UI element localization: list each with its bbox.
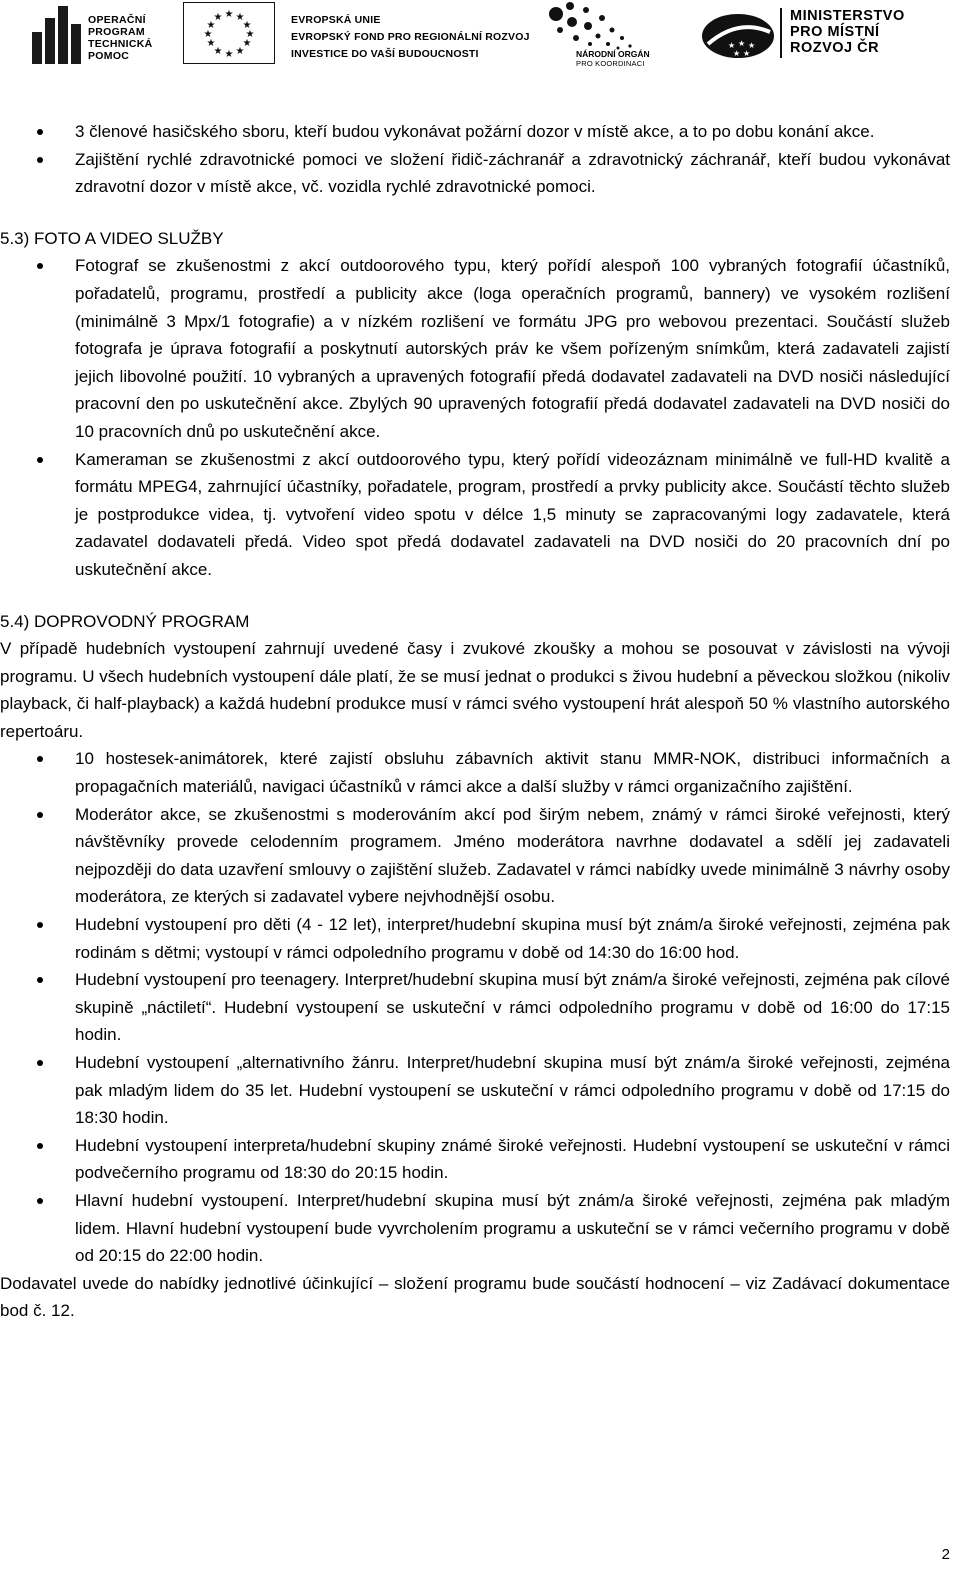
- nok-logo-text: NÁRODNÍ ORGÁN PRO KOORDINACI: [576, 49, 650, 68]
- optp-logo-text: OPERAČNÍ PROGRAM TECHNICKÁ POMOC: [88, 14, 153, 62]
- bullet-icon: [37, 756, 43, 762]
- svg-text:★: ★: [733, 49, 741, 58]
- svg-text:★: ★: [242, 38, 252, 49]
- svg-text:★: ★: [738, 39, 746, 48]
- svg-text:★: ★: [203, 29, 213, 40]
- bullet-icon: [37, 922, 43, 928]
- bullet-icon: [37, 129, 43, 135]
- bullet-icon: [37, 157, 43, 163]
- list-item: 10 hostesek-animátorek, které zajistí obsluhu zábavních aktivit stanu MMR-NOK, distribuci informačních a propagačních materiálů, navigaci účastníků v rámci akce a další služby v rámci organizačního zajištění.: [0, 745, 950, 800]
- mmr-logo: [700, 0, 940, 70]
- bullet-icon: [37, 457, 43, 463]
- page-number: 2: [941, 1546, 950, 1563]
- svg-text:★: ★: [748, 41, 756, 50]
- svg-text:★: ★: [235, 12, 245, 23]
- closing-paragraph: Dodavatel uvede do nabídky jednotlivé účinkující – složení programu bude součástí hodnocení – viz Zadávací dokumentace bod č. 12.: [0, 1273, 950, 1321]
- eu-logo-text: EVROPSKÁ UNIE EVROPSKÝ FOND PRO REGIONÁLNÍ ROZVOJ INVESTICE DO VAŠÍ BUDOUCNOSTI: [291, 14, 530, 60]
- list-item: Hudební vystoupení pro děti (4 - 12 let), interpret/hudební skupina musí být znám/a široké veřejnosti, zejména pak rodinám s dětmi; vystoupí v rámci odpoledního programu v době od 14:30 do 16:00 hod.: [0, 911, 950, 966]
- mmr-emblem-icon: [700, 10, 776, 62]
- list-item: Hudební vystoupení pro teenagery. Interpret/hudební skupina musí být znám/a široké veřejnosti, zejména pak cílové skupině „náctiletí“. Hudební vystoupení se uskuteční v rámci odpoledního programu v době od 16:00 do 17:15 hodin.: [0, 966, 950, 1049]
- mmr-divider: [780, 8, 782, 58]
- bullet-icon: [37, 1198, 43, 1204]
- nok-logo: [546, 0, 656, 70]
- section-heading-program: 5.4) DOPROVODNÝ PROGRAM: [0, 611, 250, 631]
- svg-text:★: ★: [245, 29, 255, 40]
- bullet-icon: [37, 812, 43, 818]
- list-item: Hudební vystoupení „alternativního žánru. Interpret/hudební skupina musí být znám/a široké veřejnosti, zejména pak mladým lidem do 35 let. Hudební vystoupení se uskuteční v rámci odpoledního programu v době od 17:15 do 18:30 hodin.: [0, 1049, 950, 1132]
- eu-flag-icon: [183, 2, 275, 64]
- svg-text:★: ★: [728, 41, 736, 50]
- optp-bars-icon: [32, 2, 84, 64]
- document-body: [0, 118, 950, 1325]
- list-item: Moderátor akce, se zkušenostmi s moderováním akcí pod širým nebem, známý v rámci široké veřejnosti, který návštěvníky provede celodenním programem. Jméno moderátora navrhne dodavatel a sdělí jej zadavateli nejpozději do data uzavření smlouvy o zajištění služeb. Zadavatel v rámci nabídky uvede minimálně 3 návrhy osoby moderátora, ze kterých si zadavatel vybere nejvhodnější osobu.: [0, 801, 950, 911]
- intro-bullet-list: [0, 118, 950, 201]
- svg-text:★: ★: [235, 46, 245, 57]
- optp-logo: [32, 0, 172, 70]
- bullet-icon: [37, 1143, 43, 1149]
- bullet-icon: [37, 977, 43, 983]
- svg-text:★: ★: [206, 38, 216, 49]
- list-item: Kameraman se zkušenostmi z akcí outdoorového typu, který pořídí videozáznam minimálně ve full-HD kvalitě a formátu MPEG4, zahrnující účastníky, pořadatele, program, prostředí a prvky publicity akce. Součástí těchto služeb je postprodukce videa, tj. vytvoření video spotu v délce 1,5 minuty se zapracovanými logy zadavatele, která zadavatel dodavateli předá. Video spot předá dodavatel zadavateli na DVD nosiči do 20 pracovních dní po uskutečnění akce.: [0, 446, 950, 584]
- svg-text:★: ★: [224, 9, 234, 20]
- list-item: 3 členové hasičského sboru, kteří budou vykonávat požární dozor v místě akce, a to po dobu konání akce.: [0, 118, 950, 146]
- svg-text:★: ★: [743, 49, 751, 58]
- logo-header: [0, 0, 960, 78]
- list-item: Zajištění rychlé zdravotnické pomoci ve složení řidič-záchranář a zdravotnický záchranář, kteří budou vykonávat zdravotní dozor v místě akce, vč. vozidla rychlé zdravotnické pomoci.: [0, 146, 950, 201]
- foto-bullet-list: [0, 252, 950, 583]
- section-heading-foto: 5.3) FOTO A VIDEO SLUŽBY: [0, 228, 224, 248]
- bullet-icon: [37, 263, 43, 269]
- nok-dots-icon: [546, 0, 646, 54]
- bullet-icon: [37, 1060, 43, 1066]
- program-intro-paragraph: V případě hudebních vystoupení zahrnují uvedené časy i zvukové zkoušky a mohou se posouvat v závislosti na vývoji programu. U všech hudebních vystoupení dále platí, že se musí jednat o produkci s živou hudební a pěveckou složkou (nikoliv playback, či half-playback) a každá hudební produkce musí v rámci svého vystoupení hrát alespoň 50 % vlastního autorského repertoáru.: [0, 639, 950, 741]
- list-item: Fotograf se zkušenostmi z akcí outdoorového typu, který pořídí alespoň 100 vybraných fotografií účastníků, pořadatelů, programu, prostředí a publicity akce (loga operačních programů, bannery) ve vysokém rozlišení (minimálně 3 Mpx/1 fotografie) a v nízkém rozlišení ve formátu JPG pro webovou prezentaci. Součástí služeb fotografa je úprava fotografií a poskytnutí autorských práv ke všem pořízeným snímkům, která zadavateli zajistí jejich libovolné použití. 10 vybraných a upravených fotografií předá dodavatel zadavateli na DVD nosiči následující pracovní den po uskutečnění akce. Zbylých 90 upravených fotografií předá dodavatel zadavateli na DVD nosiči do 10 pracovních dnů po uskutečnění akce.: [0, 252, 950, 445]
- svg-text:★: ★: [213, 46, 223, 57]
- list-item: Hlavní hudební vystoupení. Interpret/hudební skupina musí být znám/a široké veřejnosti, zejména pak mladým lidem. Hlavní hudební vystoupení bude vyvrcholením programu a uskuteční se v rámci večerního programu v době od 20:15 do 22:00 hodin.: [0, 1187, 950, 1270]
- svg-text:★: ★: [224, 49, 234, 60]
- svg-text:★: ★: [242, 20, 252, 31]
- svg-text:★: ★: [206, 20, 216, 31]
- mmr-logo-text: MINISTERSTVO PRO MÍSTNÍ ROZVOJ ČR: [790, 8, 905, 56]
- svg-text:★: ★: [213, 12, 223, 23]
- list-item: Hudební vystoupení interpreta/hudební skupiny známé široké veřejnosti. Hudební vystoupení se uskuteční v rámci podvečerního programu od 18:30 do 20:15 hodin.: [0, 1132, 950, 1187]
- eu-logo: [183, 0, 543, 70]
- program-bullet-list: [0, 745, 950, 1269]
